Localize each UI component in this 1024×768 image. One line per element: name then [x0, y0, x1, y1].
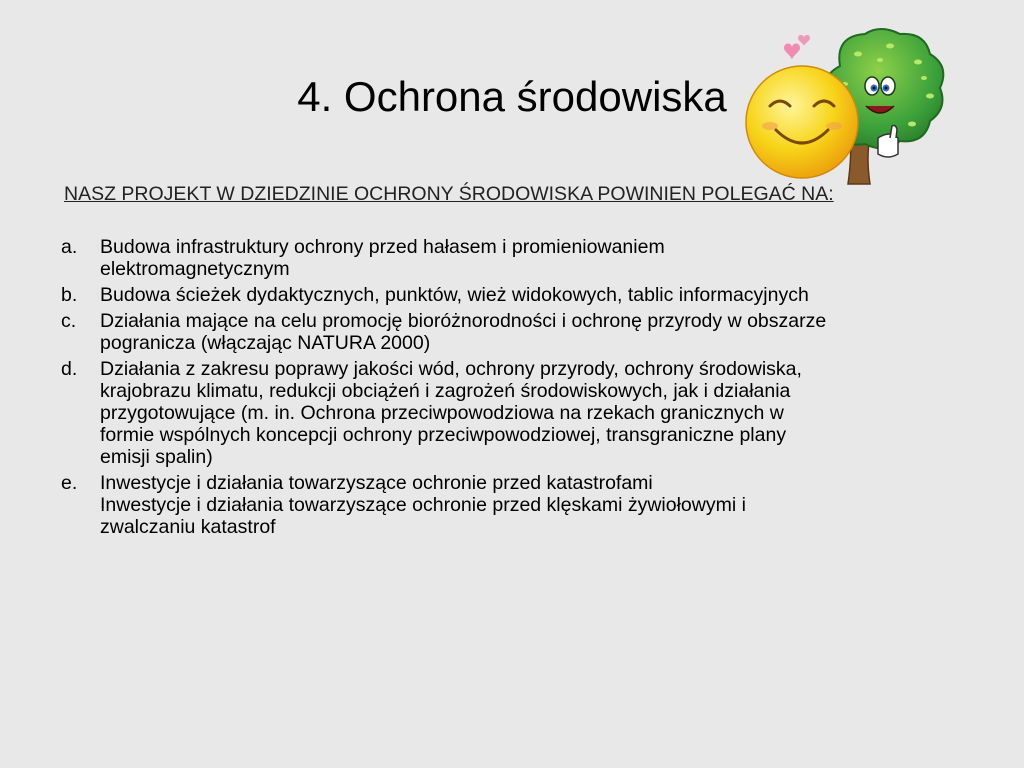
- list-item-e: [61, 472, 961, 538]
- list-item-text: Inwestycje i działania towarzyszące ochronie przed katastrofami Inwestycje i działania towarzyszące ochronie przed klęskami żywiołowymi i zwalczaniu katastrof: [100, 472, 746, 538]
- nature-clipart: [740, 26, 950, 186]
- bullet-list: [61, 236, 961, 542]
- smiley-face-icon: [746, 66, 858, 178]
- list-item-a: [61, 236, 961, 280]
- list-item-text: Budowa infrastruktury ochrony przed hałasem i promieniowaniem elektromagnetycznym: [100, 236, 665, 280]
- list-item-text: Działania mające na celu promocję bioróżnorodności i ochronę przyrody w obszarze pogranicza (włączając NATURA 2000): [100, 310, 827, 354]
- list-item-text: Działania z zakresu poprawy jakości wód, ochrony przyrody, ochrony środowiska, krajobrazu klimatu, redukcji obciążeń i zagrożeń środowiskowych, jak i działania przygotowujące (m. in. Ochrona przeciwpowodziowa na rzekach granicznych w formie wspólnych koncepcji ochrony przeciwpowodziowej, transgraniczne plany emisji spalin): [100, 358, 802, 468]
- list-marker: a.: [61, 236, 78, 258]
- list-item-b: [61, 284, 961, 306]
- list-marker: c.: [61, 310, 77, 332]
- hearts-icon: [784, 35, 810, 60]
- list-marker: b.: [61, 284, 78, 306]
- list-item-c: [61, 310, 961, 354]
- list-marker: d.: [61, 358, 78, 380]
- list-item-d: [61, 358, 961, 468]
- section-subheading: NASZ PROJEKT W DZIEDZINIE OCHRONY ŚRODOWISKA POWINIEN POLEGAĆ NA:: [64, 183, 834, 205]
- slide-title: 4. Ochrona środowiska: [297, 73, 727, 120]
- list-item-text: Budowa ścieżek dydaktycznych, punktów, wież widokowych, tablic informacyjnych: [100, 284, 809, 306]
- list-marker: e.: [61, 472, 78, 494]
